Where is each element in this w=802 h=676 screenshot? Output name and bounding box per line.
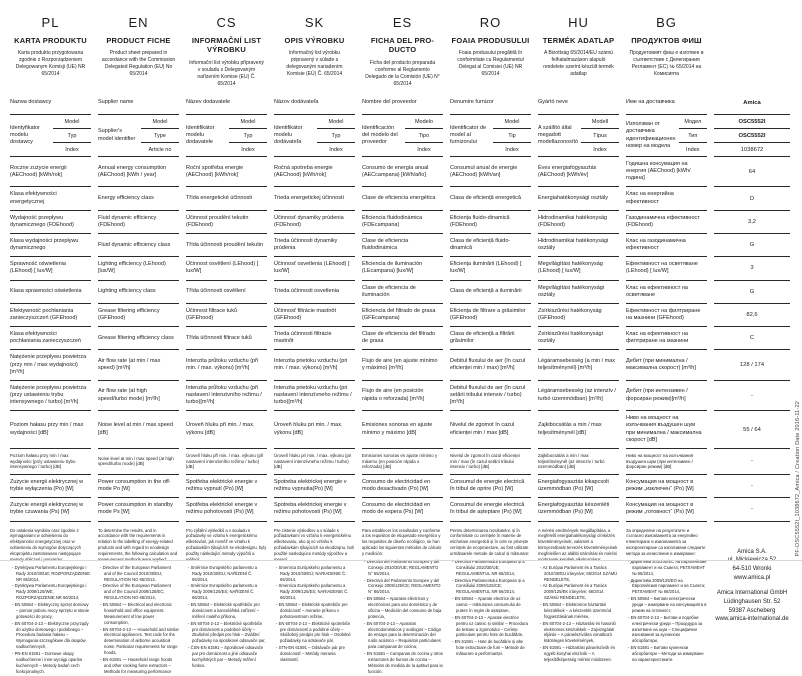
model-sub-label: Modelo <box>405 115 443 129</box>
row-label: Eficiencia de iluminación (LEcampana) [lux/W] <box>362 257 443 280</box>
model-identifier-label: Identifikátor modelu dodávateľa <box>274 124 303 146</box>
model-sub-label: Модел <box>679 115 707 129</box>
model-sub-rows <box>317 115 355 156</box>
model-sub-rows <box>679 115 707 156</box>
footer-standards-list <box>274 565 355 663</box>
row-value: 82,6 <box>714 304 790 327</box>
footer-standard-item: - Directiva del Parlamento Europeo y del Consejo 2010/30/UE; REGLAMENTO N° 65/2014, <box>364 559 443 577</box>
row-label: Noise level at min / max speed (at high speed/turbo mode) [dB] <box>98 449 179 475</box>
footer-standard-item: - Directive of the European Parliament and of the Council 2009/125/EC; REGULATION NO 66/2014, <box>100 583 179 601</box>
row-label: Roční spotřeba energie (AEChood) [kWh/rok] <box>186 157 267 187</box>
row-label: Annual energy consumption (AEChood) [kWh / year] <box>98 157 179 187</box>
footer-standard-item: - EN 50564 – Elektromos háztartási készülékek – a készenléti üzemmód fogyasztásának mérése, <box>540 602 619 620</box>
row-value: - <box>714 498 790 521</box>
footer-standard-item: - Dyrektywa Parlamentu Europejskiego i Rady 2010/30/UE; ROZPORZĄDZENIE NR 65/2014, <box>12 565 91 583</box>
row-value: C <box>714 327 790 350</box>
row-label: Účinnosť osvetlenia (LEhood) [ lux/W] <box>274 257 355 280</box>
row-label: Třída účinnosti proudění tekutin <box>186 234 267 257</box>
column-footer <box>450 522 531 676</box>
footer-standard-item: - EN 60704-2-13 – Elektrické spotřebiče pro domácnost a podobné účely – Zkušební předpis pro hluk – Zvláštní požadavky na sporákové odsavače par, <box>188 621 267 645</box>
row-label: Légáramsebesség (a min / max teljesítménynél) [m³/h] <box>538 350 619 380</box>
address-line: www.amica-international.de <box>715 616 789 623</box>
address-line: Amica S.A. <box>737 548 767 555</box>
footer-standard-item: - PN-EN 61591 – Domowe okapy nadkuchenne i inne wyciągi oparów kuchennych – Metody badań cech funkcjonalnych. <box>12 651 91 675</box>
language-column-header <box>186 6 267 92</box>
column-intro: A Bizottság 65/2014/EU számú felhatalmazáson alapuló rendelete szerint készült termék adatlap <box>543 50 614 78</box>
footer-standards-list <box>538 565 619 663</box>
row-label: Emisiones sonoras en ajuste mínimo y máximo (en posición rápida o reforzada) [dB] <box>362 449 443 475</box>
model-identifier-cell <box>450 115 531 157</box>
row-label: Консумация на мощност в режим „готовност“ (Ps) [W] <box>626 498 707 521</box>
model-sub-rows <box>581 115 619 156</box>
footer-standards-list <box>186 565 267 669</box>
row-label: Clase de eficiencia energética <box>362 187 443 210</box>
model-sub-label: Index <box>505 147 519 153</box>
address-line: ul. Mickiewicza 52 <box>727 557 777 564</box>
model-sub-label: Index <box>65 147 79 153</box>
language-column-header <box>538 6 619 92</box>
footer-intro: Pro zjištění výsledků a v souladu s požadavky ve vztahu k energetickému etiketování, jak rovněž ve vztahu k požadavkům týkajících se ekodesignu, byly použity následující metody výpočtů a měření: <box>186 527 267 562</box>
column-intro: Informačný list výrobku pripravený v súlade s delegovaným nariadením Komisie (EÚ) Č. 65/2014 <box>286 50 343 78</box>
supplier-name-label: Име на доставчика <box>626 92 707 115</box>
address-line: Lüdinghausen Str. 52 <box>723 598 781 605</box>
model-identifier-cell <box>98 115 179 157</box>
footer-standard-item: - EN 50564 – Aparatos eléctricos y electrónicos para uso doméstico y de oficina – Medición del consumo de baja potencia, <box>364 596 443 620</box>
model-sub-label: Type <box>141 129 179 143</box>
column-footer <box>98 522 179 676</box>
row-label: Clasa de eficiență fluido-dinamică <box>450 234 531 257</box>
model-identifier-cell <box>186 115 267 157</box>
index-value: 1038672 <box>740 147 764 153</box>
row-label: Úroveň hluku při min. / max. výkonu [dB] <box>186 411 267 449</box>
address-line: 64-510 Wronki <box>732 565 772 572</box>
row-label: Energiahatékonysági osztály <box>538 187 619 210</box>
footer-standard-item: - EN 60704-2-13 – Битови и подобни електрически уреди – Процедура за изпитване на шум – Специфични изисквания за кухненски абсорбатори, <box>628 615 707 644</box>
row-label: Консумация на мощност в режим „изключен“ (Po) [W] <box>626 475 707 498</box>
row-label: Ниво на мощност на излъчвания въздушен шум (при интензивен / форсиран режим) [dB] <box>626 449 707 475</box>
address-company2 <box>714 589 790 624</box>
row-label: Třída účinnosti osvětlení <box>186 281 267 304</box>
row-label: Intenzita průtoku vzduchu (při nastavení intenzivního režimu / turbo)[m³/h] <box>186 381 267 411</box>
row-label: Roczne zużycie energii (AEChood) [kWh/rok] <box>10 157 91 187</box>
row-label: Trieda účinnosti osvetlenia <box>274 281 355 304</box>
row-label: Power consumption in the off-mode Po [W] <box>98 475 179 498</box>
footer-intro: Do ustalenia wyników oraz zgodnie z wymaganiami w odniesieniu do efektywności energetycznej oraz w odniesieniu do wymogów dotyczących ekoprojektu zastosowano następujące metody obliczeń i pomiarów: <box>10 527 82 562</box>
page-bottom-edge <box>0 560 802 561</box>
column-title: ПРОДУКТОВ ФИШ <box>631 36 702 45</box>
footer-intro: За определяне на резултатите и съгласно изискванията за енергийно етикетиране и изискванията за екопроектиране са използвани следните методи за изчисление и измерване: <box>626 527 706 557</box>
column-footer <box>538 522 619 676</box>
row-label: Air flow rate (at min / max speed) [m³/h] <box>98 350 179 380</box>
row-label: Trieda energetickej účinnosti <box>274 187 355 210</box>
footer-standard-item: - EN 61591 – Битови кухненски абсорбатори – Методи за измерване на характеристиките. <box>628 645 707 663</box>
footer-standard-item: - Smernica Európskeho parlamentu a Rady 2010/30/EÚ; NARIADENIE Č. 65/2014, <box>276 565 355 583</box>
row-label: Zajkibocsátás a min / max teljesítménynél (az intenzív / turbó üzemmódban) [dB] <box>538 449 619 475</box>
row-label: Ниво на мощност на излъчвания въздушен шум при минимална / максимална скорост [dB] <box>626 411 707 449</box>
manufacturer-address-block <box>714 522 790 676</box>
row-value: G <box>714 234 790 257</box>
type-value: OSC5552I <box>714 129 790 143</box>
footer-standard-item: - Directiva del Parlamento Europeo y del Consejo 2009/125/CE; REGLAMENTO N° 66/2014, <box>364 578 443 596</box>
row-label: Zsírkiszűrési hatékonyság (GFEhood) <box>538 304 619 327</box>
footer-standard-item: - EN 61591 – Hote de bucătărie și alte hote extractoare de fum – Metode de măsurare a performanței. <box>452 639 531 657</box>
model-identifier-label: Supplier's model identifier <box>98 128 136 142</box>
row-label: Spotřeba elektrické energie v režimu vypnutí (Po) [W] <box>186 475 267 498</box>
model-sub-label: Index <box>417 147 431 153</box>
model-sub-rows <box>229 115 267 156</box>
row-label: Fluid dynamic efficiency (FDEhood) <box>98 211 179 234</box>
footer-standard-item: - EN 61591 — Household range hoods and other cooking fume extractors – Methods for measuring performance <box>100 657 179 675</box>
footer-standard-item: - Směrnice Evropského parlamentu a Rady 2010/30/EU; NAŘÍZENÍ Č. 65/2014, <box>188 565 267 583</box>
row-label: Klasa efektywności pochłaniania zanieczyszczeń <box>10 327 91 350</box>
row-label: Clase de eficiencia de iluminación <box>362 281 443 304</box>
language-code: ES <box>392 15 413 30</box>
language-code: CS <box>216 15 237 30</box>
supplier-name-label: Gyártó neve <box>538 92 619 115</box>
model-sub-label: Modell <box>581 115 619 129</box>
column-intro: Foaia produsului pregătită în conformitate cu Regulamentul Delegat al Comisiei (UE) NR 65/2014 <box>457 50 524 78</box>
column-footer <box>274 522 355 676</box>
supplier-name-label: Supplier name <box>98 92 179 115</box>
language-column-header <box>362 6 443 92</box>
row-label: Spotreba elektrickej energie v režimu vypnutia(Po) [W] <box>274 475 355 498</box>
footer-intro: Pre zistenie výsledkov a v súlade s požiadavkami vo vzťahu k energetickému etiketovaniu, ako aj vo vzťahu k požiadavkám týkajúcich sa ekodizajnu, boli použité nasledujúce metódy výpočtov a meraní: <box>274 527 354 562</box>
footer-standard-item: - EN 60704-2-13 – Elektryczne przyrządy do użytku domowego i podobnego – Procedura badania hałasu – Wymagania szczegółowe dla okapów nadkuchennych, <box>12 621 91 650</box>
model-value: OSC5552I <box>714 115 790 129</box>
footer-standards-list <box>626 559 707 663</box>
model-identifier-cell <box>362 115 443 157</box>
footer-standard-item: - EN 60704-2-13 – Háztartási és hasonló elektromos készülékek – Zajvizsgálati eljárás – A páraelszívókra vonatkozó különleges követelmények, <box>540 621 619 645</box>
model-sub-label: Típus <box>581 129 619 143</box>
row-label: Energy efficiency class <box>98 187 179 210</box>
model-identifier-cell <box>10 115 91 157</box>
row-label: Nivelul de zgomot în cazul eficienței min / max (în cazul setării tribului intensiv / turbo) [dB] <box>450 449 531 475</box>
supplier-name-label: Název dodavatele <box>186 92 267 115</box>
column-intro: Informační list výrobku připravený v souladu s Delegovaným nařízením Komise (EU) Č. 65/2014 <box>189 59 264 87</box>
column-footer <box>186 522 267 676</box>
model-sub-rows <box>405 115 443 156</box>
row-label: Air flow rate (at high speed/turbo mode) [m³/h] <box>98 381 179 411</box>
model-identifier-label: Използван от доставчика идентификационен номер на модела <box>626 121 676 149</box>
product-fiche-table <box>10 6 790 676</box>
row-label: Hidrodinamikai hatékonyság (FDEhood) <box>538 211 619 234</box>
row-label: Clase de eficiencia fluidodinámica <box>362 234 443 257</box>
row-label: Úroveň hluku pri min. / max. výkonu (pri nastavení intenzívneho režimu / turbo) [dB] <box>274 449 355 475</box>
row-value: D <box>714 187 790 210</box>
row-label: Noise level at min / max speed [dB] <box>98 411 179 449</box>
row-label: Debitul fluxului de aer (în cazul setării tribului intensiv / turbo) [m³/h] <box>450 381 531 411</box>
language-code: PL <box>41 15 60 30</box>
row-value: - <box>714 449 790 475</box>
row-label: Klasa wydajności przepływu dynamicznego <box>10 234 91 257</box>
row-label: Zsírkiszűrési hatékonysági osztály <box>538 327 619 350</box>
row-label: Клас на ефективност на филтриране на мазнини <box>626 327 707 350</box>
footer-standard-item: - EN 60704-2-13 – Elektrické spotrebiče pre domácnosť a podobné účely – Skúšobný predpis pre hluk – Osobitné požiadavky na odsávače pár, <box>276 621 355 645</box>
row-label: Lighting efficiency (LEhood) [lux/W] <box>98 257 179 280</box>
column-footer <box>10 522 91 676</box>
footer-standard-item: - EN 50564 – Elektrické spotrebiče pre domácnosť – meranie príkonu v pohotovostnom režime, <box>276 602 355 620</box>
column-title: FOAIA PRODUSULUI <box>451 36 530 45</box>
row-label: Zużycie energii elektrycznej w trybie czuwania (Ps) [W] <box>10 498 91 521</box>
supplier-name-value: Amica <box>714 92 790 115</box>
row-label: Trieda účinnosti filtrácie mastnôt <box>274 327 355 350</box>
footer-standard-item: - Directiva Parlamentului European și a Consiliului 2009/125/CE; REGULAMENTUL NR 66/2014, <box>452 578 531 596</box>
row-value: 3 <box>714 257 790 280</box>
model-sub-label: Typ <box>229 129 267 143</box>
row-label: Intenzita prietoku vzduchu (pri min. / max. výkonu) [m³/h] <box>274 350 355 380</box>
footer-standard-item: - Директива 2009/125/ЕО на Европейския парламент и на Съвета; РЕГЛАМЕНТ № 66/2014, <box>628 578 707 596</box>
column-intro: Продуктовият фиш е изготвен в съответствие с Делегирания Регламент (ЕС) № 65/2014 на Комисията <box>629 50 704 78</box>
column-title: INFORMAČNÍ LIST VÝROBKU <box>191 36 262 55</box>
model-sub-label: Typ <box>317 129 355 143</box>
row-label: Клас на газодинамична ефективност <box>626 234 707 257</box>
footer-standard-item: - ČSN-EN 61591 – Sporákové odsavače par pro domácnost a jiné odsavače kuchyňských par – Metody měření funkce. <box>188 645 267 669</box>
model-sub-label: Model <box>53 115 91 129</box>
footer-standard-item: - STN-EN 61591 – Odsávače pár pre domácnosť – Metódy merania vlastností. <box>276 645 355 663</box>
row-label: Consumo de energía anual (AECcampana) [kWh/año] <box>362 157 443 187</box>
model-sub-label: Model <box>229 115 267 129</box>
model-identifier-cell <box>626 115 707 157</box>
row-label: Spotřeba elektrické energie v režimu pohotovosti (Ps) [W] <box>186 498 267 521</box>
row-label: Zajkibocsátás a min / max teljesítménynél [dB] <box>538 411 619 449</box>
row-label: Ročná spotreba energie (AEChood) [kWh/rok] <box>274 157 355 187</box>
supplier-name-label: Nazwa dostawcy <box>10 92 91 115</box>
address-line: 59387 Ascheberg <box>728 607 776 614</box>
language-code: EN <box>128 15 149 30</box>
row-label: Consumul de energie electrică în tribul de oprire (Po) [W] <box>450 475 531 498</box>
row-label: Úroveň hluku při min. / max. výkonu (při nastavení intenzivního režimu / turbo) [dB] <box>186 449 267 475</box>
footer-standard-item: - Az Európai Parlament és a Tanács 2010/30/EU irányelve; 65/2014 SZÁMÚ RENDELETE, <box>540 565 619 583</box>
row-label: Grease filtering efficiency (GFEhood) <box>98 304 179 327</box>
row-value: 3,2 <box>714 211 790 234</box>
footer-standard-item: - Directiva Parlamentului European și a Consiliului 2010/30/UE; REGULAMENTUL NR 65/2014, <box>452 559 531 577</box>
footer-standard-item: - EN 60704-2-13 – Aparatos electrodomésticos y análogos – Código de ensayo para la determinación del ruido acústico – Requisitos particulares para campanas de cocina, <box>364 621 443 650</box>
footer-standard-item: - EN 61591 – Háztartási páraelszívók és egyéb konyhai elszívók – A teljesítőképesség mérési módszerei. <box>540 645 619 663</box>
model-identifier-label: Identyfikator modelu dostawcy <box>10 124 40 146</box>
row-label: Eficiencia fluidodinámica (FDEcampana) <box>362 211 443 234</box>
row-label: Megvilágítási hatékonyság (LEhood) [ lux/W] <box>538 257 619 280</box>
row-label: Natężenie przepływu powietrza (przy ustawieniu trybu intensywnego / turbo) [m³/h] <box>10 381 91 411</box>
row-value: 55 / 64 <box>714 411 790 449</box>
row-label: Debitul fluxului de aer (în cazul eficienței min / max) [m³/h] <box>450 350 531 380</box>
footer-standard-item: - EN 50564 – Elektrické spotřebiče pro domácnost a kancelářská zařízení – měření malého příkonu, <box>188 602 267 620</box>
language-column-header <box>626 6 707 92</box>
language-column-header <box>10 6 91 92</box>
row-label: Emisiones sonoras en ajuste mínimo y máximo [dB] <box>362 411 443 449</box>
language-column-header <box>450 6 531 92</box>
row-label: Poziom hałasu przy min / max wydajności [dB] <box>10 411 91 449</box>
footer-standard-item: - EN 60704-2-13 — Household and similar electrical appliances. Test code for the determination of airborne acoustical noise. Particular requirements for range hoods, <box>100 627 179 656</box>
row-label: Účinnosť dynamiky prúdenia (FDEhood) <box>274 211 355 234</box>
row-label: Fluid dynamic efficiency class <box>98 234 179 257</box>
row-label: Třída energetické účinnosti <box>186 187 267 210</box>
row-label: Poziom hałasu przy min / max wydajności (przy ustawieniu trybu intensywnego / turbo) [dB] <box>10 449 91 475</box>
footer-standard-item: - Směrnice Evropského parlamentu a Rady 2009/125/ES; NAŘÍZENÍ Č. 66/2014, <box>188 583 267 601</box>
column-intro: Product sheet prepared in accordance with the Commission Delegated Regulation (EU) No 65/2014 <box>101 50 176 78</box>
footer-intro: A mérési eredmények megállapítása, a megfelelő energiahatékonysági címkézés követelményeinek, valamint a környezetbarát tervezés követelményeinek megfelelően az alábbi számítási és mérési módszerek kerültek alkalmazásra: <box>538 527 618 562</box>
row-label: Sprawność oświetlenia (LEhood) [ lux/W] <box>10 257 91 280</box>
model-sub-label: Tipo <box>405 129 443 143</box>
row-label: Клас на енергийна ефективност <box>626 187 707 210</box>
row-value: G <box>714 281 790 304</box>
row-label: Klasa efektywności energetycznej <box>10 187 91 210</box>
row-label: Energiafogyasztás kikapcsolt üzemmódban (Po) [W] <box>538 475 619 498</box>
row-label: Účinnost osvětlení (LEhood) [ lux/W] <box>186 257 267 280</box>
language-column-header <box>98 6 179 92</box>
footer-standard-item: - EN 61591 – Campanas de cocina y otros extractores de humos de cocina – Métodos de medida de la aptitud para la función. <box>364 651 443 675</box>
model-sub-label: Typ <box>53 129 91 143</box>
footer-standards-list <box>362 559 443 675</box>
row-label: Eficiența iluminării (LEhood) [ lux/W] <box>450 257 531 280</box>
row-label: Eficiencia del filtrado de grasa (GFEcampana) <box>362 304 443 327</box>
column-title: FICHA DEL PRO-DUCTO <box>370 36 435 55</box>
footer-standards-list <box>10 565 91 675</box>
row-label: Energiafogyasztás készenléti üzemmódban (Ps) [W] <box>538 498 619 521</box>
model-identifier-values <box>714 115 790 157</box>
row-label: Hidrodinamikai hatékonysági osztály <box>538 234 619 257</box>
supplier-name-label: Denumire furnizor <box>450 92 531 115</box>
supplier-name-label: Názov dodávateľa <box>274 92 355 115</box>
row-label: Дебит (при интензивен / форсиран режим)[m³/h] <box>626 381 707 411</box>
language-code: HU <box>568 15 589 30</box>
model-sub-label: Model <box>141 115 179 129</box>
footer-standard-item: - EN 50564 — Electrical and electronic household and office equipment. Measurement of low power consumption, <box>100 602 179 626</box>
model-sub-label: Model <box>493 115 531 129</box>
model-sub-label: Тип <box>679 129 707 143</box>
row-label: Efektywność pochłaniania zanieczyszczeń (GFEhood) <box>10 304 91 327</box>
model-sub-rows <box>493 115 531 156</box>
row-label: Клас на ефективност на осветяване <box>626 281 707 304</box>
footer-intro: To determine the results, and in accordance with the requirements in relation to the labelling of energy-related products and with regard to ecodesign requirements, the following calculation and measurement methods were applied: <box>98 527 178 562</box>
footer-intro: Para establecer los resultados y conforme a los requisitos de etiquetado energético y los requisitos de diseño ecológico, se han aplicado los siguientes métodos de cálculo y medición: <box>362 527 442 557</box>
row-value: 64 <box>714 157 790 187</box>
column-title: KARTA PRODUKTU <box>14 36 87 45</box>
row-label: Eficiența de filtrare a grăsimilor (GFEhood) <box>450 304 531 327</box>
row-label: Spotreba elektrickej energie v režimu pohotovosti (Ps) [W] <box>274 498 355 521</box>
footer-standard-item: - EN 50564 – Elektryczny sprzęt domowy – pomiar poboru mocy sprzętu w stanie gotowości do pracy, <box>12 602 91 620</box>
model-sub-label: Index <box>329 147 343 153</box>
footer-standards-list <box>98 565 179 675</box>
row-label: Consumul anual de energie (AEChood) [kWh/an] <box>450 157 531 187</box>
footer-standard-item: - Директива 2010/30/ЕС на Европейския парламент и на Съвета; РЕГЛАМЕНТ № 65/2014, <box>628 559 707 577</box>
language-code: BG <box>656 15 677 30</box>
row-value: - <box>714 381 790 411</box>
row-label: Clasa de eficiență a filtrării grăsimilor <box>450 327 531 350</box>
row-label: Trieda účinnosti dynamiky prúdenia <box>274 234 355 257</box>
row-label: Intenzita prietoku vzduchu (pri nastavení intenzívneho režimu / turbo)[m³/h] <box>274 381 355 411</box>
supplier-name-label: Nombre del proveedor <box>362 92 443 115</box>
model-identifier-label: Identificación del modelo del proveedor <box>362 124 398 146</box>
row-label: Účinnost filtrace tuků (GFEhood) <box>186 304 267 327</box>
row-label: Úroveň hluku pri min. / max. výkonu [dB] <box>274 411 355 449</box>
row-label: Nivelul de zgomot în cazul eficienței min / max [dB] <box>450 411 531 449</box>
row-label: Flujo de aire (en ajuste mínimo y máximo) [m³/h] <box>362 350 443 380</box>
footer-intro: Pentru determinarea rezultatelor, și în conformitate cu cerințele în materie de etichetare energetică și în cele ce privește cerințele de ecoproiectare, au fost utilizate următoarele metode de calcul și măsurare: <box>450 527 530 557</box>
row-label: Wydajność przepływu dynamicznego (FDEhood) <box>10 211 91 234</box>
row-label: Power consumption in standby mode Ps [W] <box>98 498 179 521</box>
footer-standard-item: - EN 50564 – Битови електрически уреди – измерване на консумацията в режим на готовност, <box>628 596 707 614</box>
row-label: Годишна консумация на енергия (AEChood) [kWh/година] <box>626 157 707 187</box>
row-label: Natężenie przepływu powietrza (przy min / max wydajności) [m³/h] <box>10 350 91 380</box>
footer-standard-item: - EN 60704-2-13 – Aparate electrice pentru uz casnic și similar – Procedura de testare a zgomotului – Cerințe particulare pentru hote de bucătărie, <box>452 615 531 639</box>
values-column-spacer <box>714 6 790 92</box>
model-sub-label: Index <box>241 147 255 153</box>
column-title: PRODUCT FICHE <box>106 36 171 45</box>
row-label: Éves energiafogyasztás (AEChood) [kWh/év] <box>538 157 619 187</box>
row-value: 128 / 174 <box>714 350 790 380</box>
model-sub-label: Index <box>686 147 700 153</box>
row-label: Дебит (при минимална / максимална скорост) [m³/h] <box>626 350 707 380</box>
footer-standard-item: - Az Európai Parlament és a Tanács 2009/125/EK irányelve; 66/2014 SZÁMÚ RENDELETE, <box>540 583 619 601</box>
row-label: Grease filtering efficiency class <box>98 327 179 350</box>
footer-standard-item: - EN 50564 – Aparate electrice de uz casnic – măsurarea consumului de putere în regim de așteptare, <box>452 596 531 614</box>
row-label: Consumul de energie electrică în tribul de așteptare (Ps) [W] <box>450 498 531 521</box>
row-label: Ефективност на филтриране на мазнини (GFEhood) <box>626 304 707 327</box>
footer-standard-item: - Directive of the European Parliament and of the Council 2010/30/EU; REGULATION NO 65/2014, <box>100 565 179 583</box>
row-label: Légáramsebesség (az intenzív / turbó üzemmódban) [m³/h] <box>538 381 619 411</box>
footer-standards-list <box>450 559 531 657</box>
language-code: SK <box>304 15 325 30</box>
footer-standard-item: - Smernica Európskeho parlamentu a Rady 2009/125/ES; NARIADENIE Č. 66/2014, <box>276 583 355 601</box>
column-title: OPIS VÝROBKU <box>284 36 345 45</box>
row-value: - <box>714 475 790 498</box>
row-label: Clasa de eficiență energetică <box>450 187 531 210</box>
model-identifier-cell <box>274 115 355 157</box>
column-title: TERMÉK ADATLAP <box>542 36 615 45</box>
column-footer <box>362 522 443 676</box>
model-sub-label: Index <box>593 147 607 153</box>
address-line: www.amica.pl <box>733 574 771 581</box>
model-sub-label: Model <box>317 115 355 129</box>
row-label: Účinnost proudění tekutin (FDEhood) <box>186 211 267 234</box>
row-label: Třída účinnosti filtrace tuků <box>186 327 267 350</box>
column-intro: Ficha del producto preparada conforme al Reglamento Delegado de la Comisión (UE) N° 65/2014 <box>365 59 440 87</box>
model-sub-label: Article no <box>148 147 172 153</box>
language-code: RO <box>479 15 502 30</box>
row-label: Consumo de electricidad en modo desactivado (Po) [W] <box>362 475 443 498</box>
model-identifier-label: Identificator de model al furnizorului <box>450 124 487 146</box>
column-footer <box>626 522 707 676</box>
row-label: Ефективност на осветяване (LEhood) [ lux/W] <box>626 257 707 280</box>
document-id-side-note: PF-OSC5552I_1038672_Amica / Creation Date 2016-11-22 <box>795 401 801 557</box>
row-label: Consumo de electricidad en modo de espera (Ps) [W] <box>362 498 443 521</box>
language-column-header <box>274 6 355 92</box>
row-label: Flujo de aire (en posición rápida o reforzada) [m³/h] <box>362 381 443 411</box>
model-sub-rows <box>141 115 179 156</box>
address-company1 <box>714 548 790 583</box>
model-identifier-cell <box>538 115 619 157</box>
row-label: Clasa de eficiență a iluminării <box>450 281 531 304</box>
row-label: Eficiența fluido-dinamică (FDEhood) <box>450 211 531 234</box>
model-sub-rows <box>53 115 91 156</box>
column-intro: Karta produktu przygotowana zgodnie z Rozporządzeniem Delegowanym Komisji (UE) NR 65/2014 <box>15 50 86 78</box>
row-label: Zużycie energii elektrycznej w trybie wyłączenia (Po) [W] <box>10 475 91 498</box>
model-identifier-label: A szállító által megadott modellazonosító <box>538 124 579 146</box>
row-label: Intenzita průtoku vzduchu (při min. / max. výkonu) [m³/h] <box>186 350 267 380</box>
row-label: Газодинамична ефективност (FDEhood) <box>626 211 707 234</box>
row-label: Megvilágítási hatékonysági osztály <box>538 281 619 304</box>
row-label: Klasa sprawności oświetlenia <box>10 281 91 304</box>
model-sub-label: Tip <box>493 129 531 143</box>
model-identifier-label: Identifikátor modelu dodavatele <box>186 124 215 146</box>
row-label: Účinnosť filtrácie mastnôt (GFEhood) <box>274 304 355 327</box>
row-label: Lighting efficiency class <box>98 281 179 304</box>
footer-standard-item: - Dyrektywa Parlamentu Europejskiego i Rady 2009/125/WE; ROZPORZĄDZENIE NR 66/2014, <box>12 583 91 601</box>
address-line: Amica International GmbH <box>716 590 788 597</box>
row-label: Clase de eficiencia del filtrado de grasa <box>362 327 443 350</box>
